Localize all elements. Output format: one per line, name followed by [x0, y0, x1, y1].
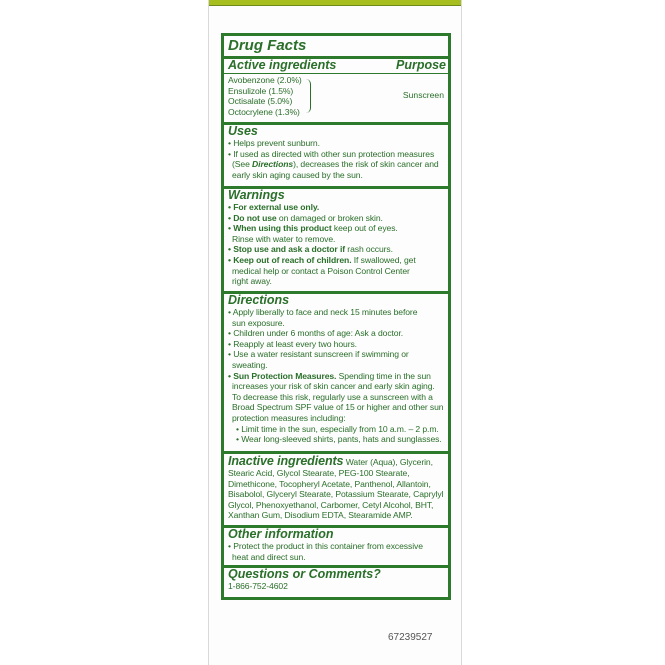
direction-line: sweating.	[232, 359, 268, 370]
warning-line: right away.	[232, 276, 272, 287]
inactive-line: Glycol, Phenoxyethanol, Carbomer, Cetyl Alcohol, BHT,	[228, 499, 434, 510]
uses-line: early skin aging caused by the sun.	[232, 169, 363, 180]
inactive-ingredients-section	[224, 454, 448, 528]
warning-line	[224, 213, 448, 224]
direction-line: Broad Spectrum SPF value of 15 or higher and other sun	[232, 402, 444, 413]
uses-heading: Uses	[228, 124, 258, 138]
warning-line	[224, 223, 448, 234]
direction-line: protection measures including:	[232, 412, 346, 423]
active-ingredients-section	[224, 59, 448, 125]
inactive-line: Stearic Acid, Glycol Stearate, PEG-100 Stearate,	[228, 468, 410, 478]
warning-text: keep out of eyes.	[331, 223, 398, 234]
warning-line: • For external use only.	[228, 202, 320, 212]
questions-section	[224, 568, 448, 592]
warning-bold: • Do not use	[228, 212, 277, 223]
lot-number: 67239527	[388, 632, 433, 643]
warning-text: on damaged or broken skin.	[276, 212, 383, 223]
uses-line: • Helps prevent sunburn.	[228, 138, 320, 148]
direction-line: sun exposure.	[232, 317, 285, 328]
ingredient-octocrylene: Octocrylene (1.3%)	[228, 106, 300, 117]
active-ingredients-heading: Active ingredients	[228, 58, 337, 72]
top-edge-line	[209, 5, 461, 6]
warning-line: Rinse with water to remove.	[232, 233, 336, 244]
directions-reference: Directions	[252, 159, 294, 170]
other-line: • Protect the product in this container from excessive	[228, 541, 423, 551]
direction-bold: • Sun Protection Measures.	[228, 370, 337, 381]
uses-section	[224, 125, 448, 189]
direction-line: To decrease this risk, regularly use a sunscreen with a	[232, 391, 433, 402]
inactive-text: Water (Aqua), Glycerin,	[343, 457, 433, 467]
direction-line: • Reapply at least every two hours.	[228, 338, 357, 349]
direction-line: increases your risk of skin cancer and early skin aging.	[232, 381, 435, 392]
other-information-section	[224, 528, 448, 568]
directions-section	[224, 294, 448, 454]
directions-heading: Directions	[228, 293, 290, 307]
warning-line	[224, 255, 448, 266]
direction-line: • Wear long-sleeved shirts, pants, hats and sunglasses.	[236, 434, 442, 445]
uses-line: • If used as directed with other sun protection measures	[228, 148, 435, 159]
active-ingredients-header	[224, 59, 448, 74]
direction-line	[224, 371, 448, 382]
uses-text: (See	[232, 159, 253, 170]
package-side-panel	[208, 0, 462, 665]
inactive-heading: Inactive ingredients	[228, 454, 344, 468]
other-line: heat and direct sun.	[232, 551, 306, 562]
drug-facts-title: Drug Facts	[228, 37, 307, 54]
ingredient-avobenzone: Avobenzone (2.0%)	[228, 75, 302, 85]
inactive-line	[224, 454, 448, 468]
direction-line: • Use a water resistant sunscreen if swimming or	[228, 349, 409, 360]
warning-bold: • When using this product	[228, 223, 332, 234]
warnings-heading: Warnings	[228, 188, 285, 202]
active-ingredients-body	[224, 75, 448, 119]
purpose-value: Sunscreen	[402, 90, 444, 100]
purpose-heading: Purpose	[395, 58, 446, 72]
questions-heading: Questions or Comments?	[228, 567, 381, 581]
direction-line: • Apply liberally to face and neck 15 minutes before	[228, 307, 418, 317]
direction-line: • Limit time in the sun, especially from 10 a.m. – 2 p.m.	[236, 423, 439, 434]
inactive-line: Xanthan Gum, Disodium EDTA, Stearamide AMP.	[228, 510, 413, 521]
inactive-line: Dimethicone, Tocopheryl Acetate, Panthenol, Allantoin,	[228, 478, 431, 489]
inactive-line: Bisabolol, Glyceryl Stearate, Potassium Stearate, Caprylyl	[228, 489, 444, 500]
other-information-heading: Other information	[228, 527, 334, 541]
brace-symbol	[306, 79, 311, 113]
drug-facts-title-section	[224, 36, 448, 59]
warning-line	[224, 244, 448, 255]
warning-text: rash occurs.	[345, 244, 393, 255]
drug-facts-panel	[221, 33, 451, 600]
warning-bold: • Keep out of reach of children.	[228, 254, 352, 265]
uses-line	[224, 159, 448, 170]
warning-line: medical help or contact a Poison Control Center	[232, 265, 410, 276]
uses-text: ), decreases the risk of skin cancer and	[293, 159, 439, 170]
direction-text: Spending time in the sun	[336, 370, 431, 381]
phone-number: 1-866-752-4602	[228, 581, 288, 591]
direction-line: • Children under 6 months of age: Ask a doctor.	[228, 328, 404, 339]
warnings-section	[224, 189, 448, 294]
ingredient-octisalate: Octisalate (5.0%)	[228, 96, 293, 107]
warning-text: If swallowed, get	[351, 254, 416, 265]
warning-bold: • Stop use and ask a doctor if	[228, 244, 346, 255]
ingredient-ensulizole: Ensulizole (1.5%)	[228, 85, 294, 96]
